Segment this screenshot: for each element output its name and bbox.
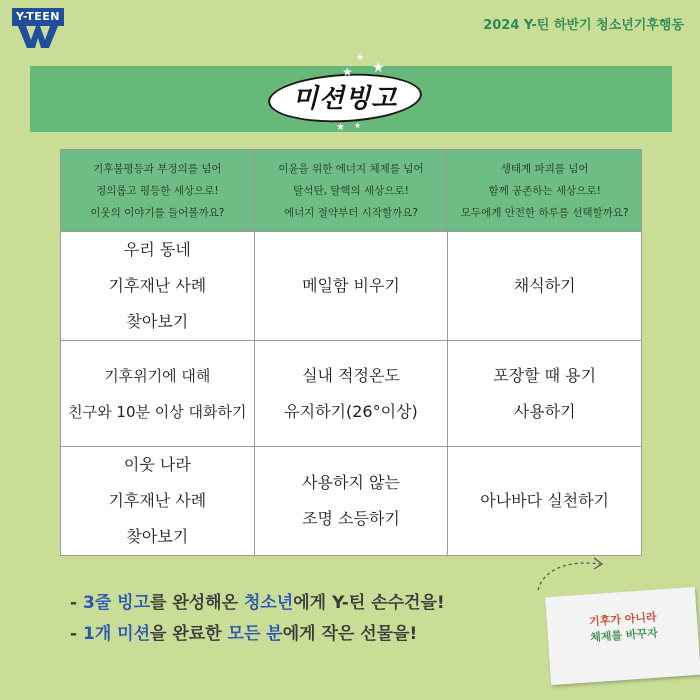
reward-highlight: 모든 분 <box>227 624 283 644</box>
bingo-cell <box>254 232 448 341</box>
reward-highlight: 청소년 <box>243 593 294 613</box>
reward-highlight: 3줄 빙고 <box>82 593 150 613</box>
cell-line: 조명 소등하기 <box>302 509 400 528</box>
header-line: 에너지 절약부터 시작할까요? <box>284 206 418 219</box>
cell-line: 채식하기 <box>513 276 576 295</box>
cell-line: 이웃 나라 <box>123 455 191 474</box>
cell-line: 기후재난 사례 <box>108 491 207 510</box>
bingo-cell <box>254 447 448 556</box>
handkerchief-image <box>545 587 700 685</box>
logo-w-icon <box>18 26 58 48</box>
bingo-cell <box>61 341 255 447</box>
bullet-dash: - <box>70 593 83 613</box>
handkerchief-line: 기후가 아니라 <box>588 610 658 629</box>
bingo-grid <box>60 149 642 556</box>
header-line: 탈석탄, 탈핵의 세상으로! <box>293 184 409 197</box>
bingo-header-cell <box>254 150 448 232</box>
star-icon: ★ <box>336 122 345 133</box>
bingo-row <box>61 341 642 447</box>
header-line: 기후불평등과 부정의를 넘어 <box>93 162 222 175</box>
cell-line: 우리 동네 <box>123 240 191 259</box>
cell-line: 포장할 때 용기 <box>493 365 597 385</box>
cell-line: 찾아보기 <box>126 527 189 546</box>
star-icon: ★ <box>342 65 353 79</box>
header-line: 모두에게 안전한 하루를 선택할까요? <box>460 206 629 219</box>
header-line: 이웃의 이야기를 들어볼까요? <box>90 206 225 219</box>
reward-text: 을 완료한 <box>150 624 228 644</box>
bingo-cell <box>448 232 642 341</box>
bingo-cell <box>448 447 642 556</box>
bullet-dash: - <box>70 624 83 644</box>
cell-line: 실내 적정온도 <box>302 365 400 385</box>
star-icon: ★ <box>372 60 385 76</box>
page-title: 2024 Y-틴 하반기 청소년기후행동 <box>483 18 684 33</box>
bingo-cell <box>61 447 255 556</box>
reward-text: 에게 Y-틴 손수건을! <box>293 593 445 613</box>
reward-text: 를 완성해온 <box>150 593 244 613</box>
y-teen-logo <box>12 8 64 46</box>
cell-line: 아나바다 실천하기 <box>480 491 610 510</box>
bingo-cell <box>254 341 448 447</box>
bingo-cell <box>61 232 255 341</box>
handkerchief-print <box>566 608 680 648</box>
cell-line: 기후위기에 대해 <box>104 366 211 385</box>
star-icon: ★ <box>356 53 365 63</box>
cell-line: 사용하기 <box>513 401 576 421</box>
cell-line: 찾아보기 <box>126 312 189 331</box>
cell-line: 메일함 비우기 <box>302 276 400 295</box>
bingo-header-row <box>61 150 642 232</box>
reward-list <box>70 588 445 650</box>
bingo-cell <box>448 341 642 447</box>
header-line: 생태계 파괴를 넘어 <box>500 162 589 175</box>
banner-title: 미션빙고 <box>292 84 398 114</box>
reward-highlight: 1개 미션 <box>82 624 150 644</box>
star-icon: ★ <box>354 121 362 130</box>
handkerchief-line: 체제를 바꾸자 <box>589 626 659 645</box>
reward-text: 에게 작은 선물을! <box>282 624 418 644</box>
header-line: 함께 공존하는 세상으로! <box>488 184 601 197</box>
cell-line: 유지하기(26°이상) <box>284 401 418 421</box>
header-line: 이윤을 위한 에너지 체제를 넘어 <box>278 162 424 175</box>
reward-line-1 <box>70 588 445 619</box>
header-line: 정의롭고 평등한 세상으로! <box>96 184 219 197</box>
bingo-header-cell <box>61 150 255 232</box>
logo-text: Y-TEEN <box>12 8 64 26</box>
cell-line: 친구와 10분 이상 대화하기 <box>68 402 247 421</box>
cell-line: 사용하지 않는 <box>302 473 400 492</box>
reward-line-2 <box>70 619 445 650</box>
bingo-header-cell <box>448 150 642 232</box>
bingo-row <box>61 447 642 556</box>
bingo-row <box>61 232 642 341</box>
cell-line: 기후재난 사례 <box>108 276 207 295</box>
